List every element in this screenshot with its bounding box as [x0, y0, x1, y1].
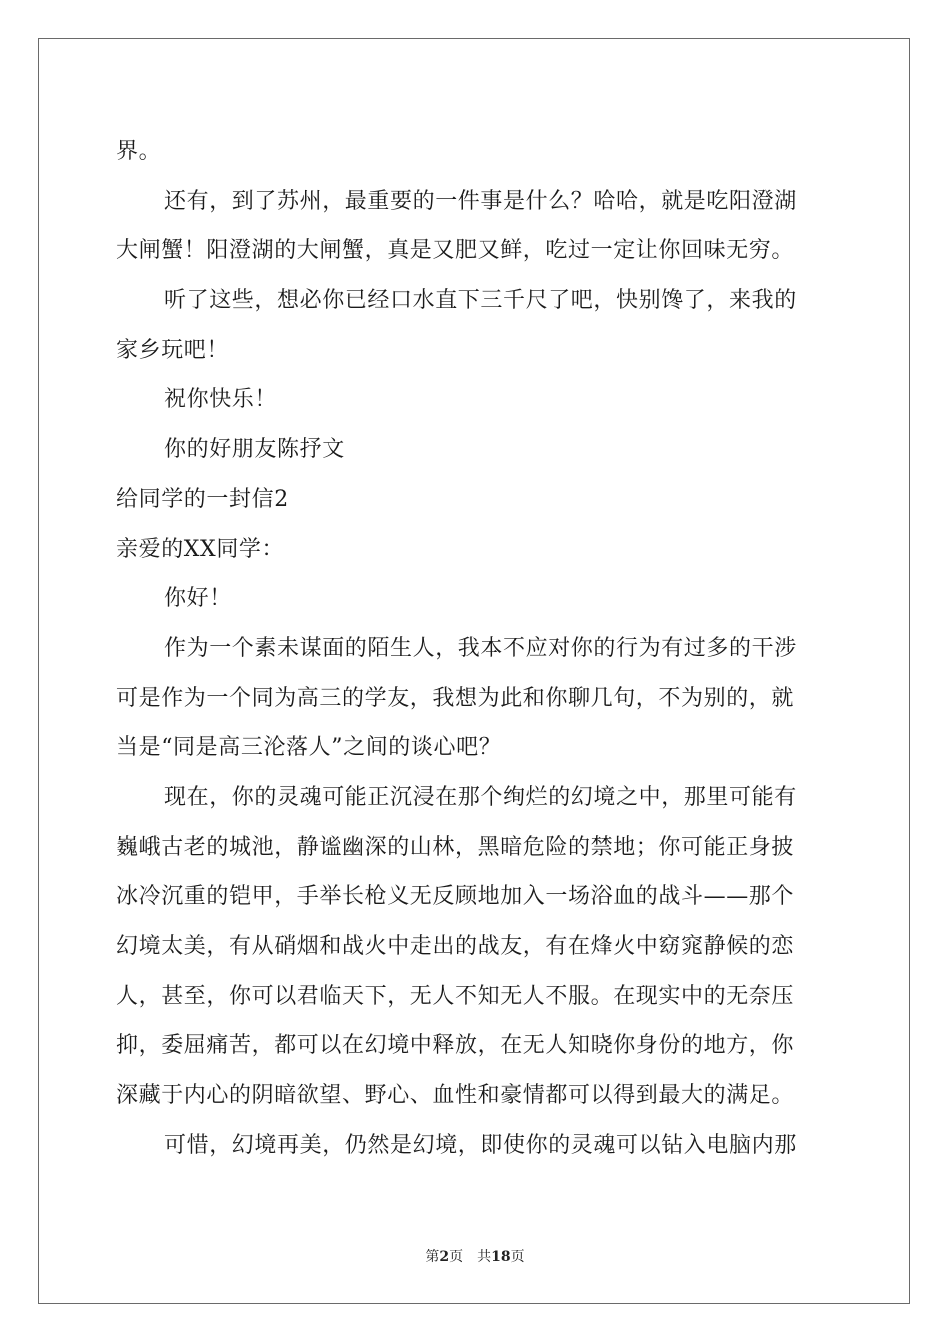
text-line: 大闸蟹！阳澄湖的大闸蟹，真是又肥又鲜，吃过一定让你回味无穷。	[116, 238, 795, 264]
document-body	[116, 127, 836, 1170]
text-line: 冰冷沉重的铠甲，手举长枪义无反顾地加入一场浴血的战斗——那个	[116, 884, 795, 910]
text-line: 人，甚至，你可以君临天下，无人不知无人不服。在现实中的无奈压	[116, 983, 795, 1009]
text-line: 深藏于内心的阴暗欲望、野心、血性和豪情都可以得到最大的满足。	[116, 1083, 795, 1109]
text-line: 界。	[116, 139, 162, 164]
text-line: 听了这些，想必你已经口水直下三千尺了吧，快别馋了，来我的	[164, 288, 797, 314]
text-line: 巍峨古老的城池，静谧幽深的山林，黑暗危险的禁地；你可能正身披	[116, 834, 795, 860]
footer-total-pages: 18	[491, 1249, 511, 1265]
text-line: 可惜，幻境再美，仍然是幻境，即使你的灵魂可以钻入电脑内那	[164, 1132, 797, 1158]
text-line: 可是作为一个同为高三的学友，我想为此和你聊几句，不为别的，就	[116, 685, 795, 711]
footer-suffix: 页	[510, 1249, 525, 1265]
text-line: 你好！	[164, 586, 232, 612]
text-line: 你的好朋友陈抒文	[164, 437, 345, 463]
page-footer	[0, 1246, 950, 1266]
text-line: 幻境太美，有从硝烟和战火中走出的战友，有在烽火中窈窕静候的恋	[116, 934, 795, 959]
text-line: 抑，委屈痛苦，都可以在幻境中释放，在无人知晓你身份的地方，你	[116, 1033, 795, 1059]
text-line: 作为一个素未谋面的陌生人，我本不应对你的行为有过多的干涉	[164, 635, 797, 661]
footer-mid: 页 共	[449, 1249, 492, 1265]
text-line: 现在，你的灵魂可能正沉浸在那个绚烂的幻境之中，那里可能有	[164, 784, 797, 810]
text-line: 亲爱的XX同学：	[116, 536, 285, 562]
text-line: 当是“同是高三沦落人”之间的谈心吧？	[116, 735, 502, 761]
footer-current-page: 2	[439, 1249, 450, 1265]
text-line: 家乡玩吧！	[116, 337, 230, 363]
text-line: 祝你快乐！	[164, 387, 278, 413]
footer-prefix: 第	[425, 1249, 440, 1265]
text-line: 还有，到了苏州，最重要的一件事是什么？哈哈，就是吃阳澄湖	[164, 188, 797, 214]
text-line: 给同学的一封信2	[116, 486, 289, 512]
